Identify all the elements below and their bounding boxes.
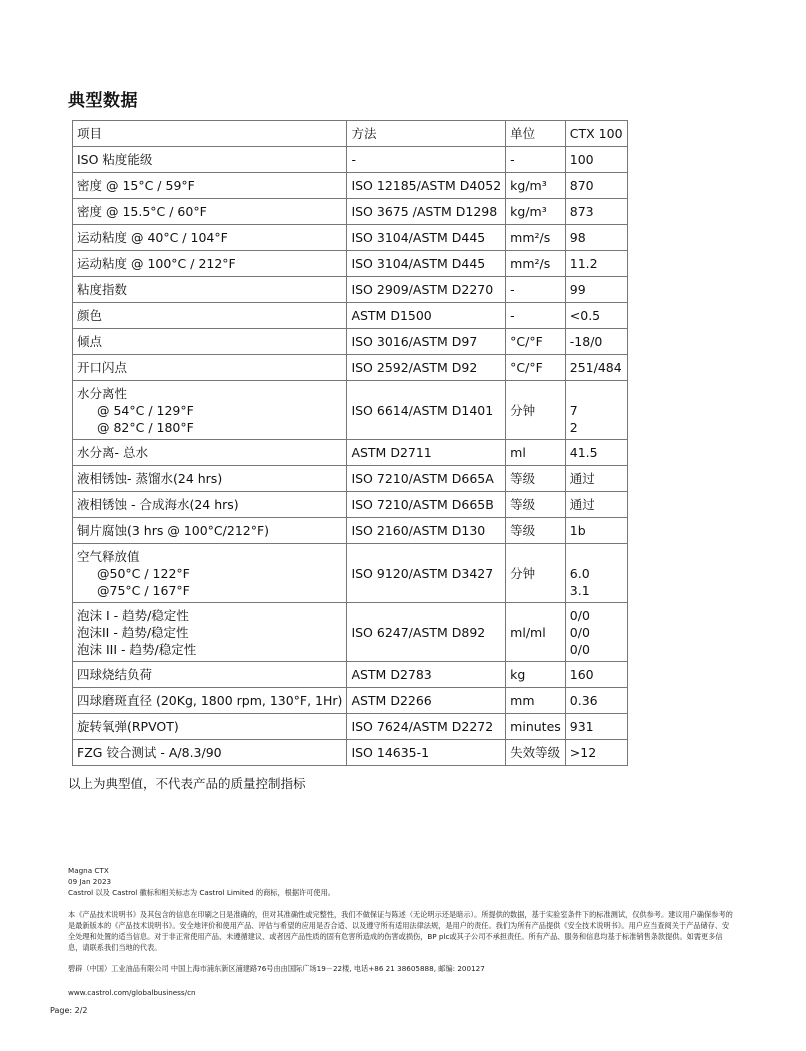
cell-method: ISO 7624/ASTM D2272 [347, 714, 506, 740]
header-value: CTX 100 [565, 121, 627, 147]
cell-value [565, 603, 627, 662]
footer-trademark: Castrol 以及 Castrol 徽标和相关标志为 Castrol Limited 的商标，根据许可使用。 [68, 888, 335, 897]
footer-product-name: Magna CTX [68, 866, 109, 875]
cell-item-line: 泡沫II - 趋势/稳定性 [77, 624, 189, 640]
table-row [73, 277, 628, 303]
cell-item-line: 开口闪点 [77, 360, 128, 375]
cell-method: ISO 2592/ASTM D92 [347, 355, 506, 381]
cell-item [73, 173, 347, 199]
cell-item [73, 199, 347, 225]
footer-date: 09 Jan 2023 [68, 877, 112, 886]
cell-item [73, 688, 347, 714]
cell-item [73, 147, 347, 173]
cell-value [565, 381, 627, 440]
cell-method: ISO 3104/ASTM D445 [347, 251, 506, 277]
table-header-row [73, 121, 628, 147]
cell-method: ASTM D2783 [347, 662, 506, 688]
cell-item-line: 水分离- 总水 [77, 445, 148, 460]
cell-value-line: 873 [569, 204, 594, 219]
cell-item [73, 492, 347, 518]
cell-value-line: 98 [569, 230, 586, 245]
table-row [73, 225, 628, 251]
cell-item-line: 泡沫 I - 趋势/稳定性 [77, 607, 189, 623]
cell-item [73, 544, 347, 603]
cell-method: ISO 6614/ASTM D1401 [347, 381, 506, 440]
cell-value [565, 662, 627, 688]
typical-data-table [72, 120, 628, 766]
cell-item-line: 颜色 [77, 308, 103, 323]
cell-method: ISO 2160/ASTM D130 [347, 518, 506, 544]
cell-value [565, 199, 627, 225]
cell-value [565, 225, 627, 251]
cell-value-line: 931 [569, 719, 594, 734]
cell-item-line: 泡沫 III - 趋势/稳定性 [77, 641, 197, 657]
cell-value-line: 41.5 [569, 445, 598, 460]
cell-item-line: @50°C / 122°F [97, 565, 190, 581]
footer-disclaimer: 本《产品技术说明书》及其包含的信息在印刷之日是准确的，但对其准确性或完整性，我们不做保证与陈述（无论明示还是暗示）。所提供的数据，基于实验室条件下的标准测试，仅供参考。建议用户确保参考的是最新版本的《产品技术说明书》。安全地评价和使用产品、评估与希望的应用是否合适、以及遵守所有适用法律法规，是用户的责任。我们为所有产品提供《安全技术说明书》。用户应当查阅关于产品储存、安全处理和处置的适当信息。对于非正常使用产品、未遵循建议、或者因产品性质的固有危害所造成的伤害或损伤，BP plc或其子公司不承担责任。所有产品、服务和信息均基于标准销售条款提供。如需更多信息，请联系我们当地的代表。 [68, 910, 733, 952]
cell-item [73, 225, 347, 251]
table-row [73, 740, 628, 766]
cell-value [565, 173, 627, 199]
cell-item [73, 714, 347, 740]
cell-item-line: 液相锈蚀 - 合成海水(24 hrs) [77, 497, 239, 512]
cell-unit: minutes [506, 714, 566, 740]
cell-value [565, 518, 627, 544]
cell-value-line: -18/0 [569, 334, 603, 349]
cell-method: ASTM D2711 [347, 440, 506, 466]
cell-value-line: 99 [569, 282, 586, 297]
cell-item-line: 密度 @ 15.5°C / 60°F [77, 204, 207, 219]
cell-value-line: 0.36 [569, 693, 598, 708]
table-row [73, 303, 628, 329]
cell-item [73, 440, 347, 466]
cell-item-line: 四球磨斑直径 (20Kg, 1800 rpm, 130°F, 1Hr) [77, 693, 343, 708]
table-row [73, 544, 628, 603]
cell-unit: mm [506, 688, 566, 714]
page-number: Page: 2/2 [50, 1006, 88, 1015]
cell-unit: ml [506, 440, 566, 466]
footer-company-address: 碧辟（中国）工业油品有限公司 中国上海市浦东新区浦建路76号由由国际广场19－22楼, 电话+86 21 38605888, 邮编: 200127 [68, 964, 485, 973]
cell-method: ISO 12185/ASTM D4052 [347, 173, 506, 199]
cell-item [73, 303, 347, 329]
cell-method: - [347, 147, 506, 173]
cell-item-line: @ 54°C / 129°F [97, 402, 194, 418]
cell-method: ISO 7210/ASTM D665A [347, 466, 506, 492]
cell-value [565, 251, 627, 277]
cell-unit: mm²/s [506, 251, 566, 277]
cell-item [73, 603, 347, 662]
cell-item-line: 水分离性 [77, 385, 128, 401]
cell-method: ISO 3016/ASTM D97 [347, 329, 506, 355]
cell-unit: ml/ml [506, 603, 566, 662]
table-row [73, 466, 628, 492]
cell-value [565, 714, 627, 740]
table-row [73, 518, 628, 544]
cell-item-line: @ 82°C / 180°F [97, 419, 194, 435]
cell-value [565, 329, 627, 355]
cell-item-line: 运动粘度 @ 100°C / 212°F [77, 256, 236, 271]
table-row [73, 251, 628, 277]
cell-method: ISO 2909/ASTM D2270 [347, 277, 506, 303]
cell-item-line: ISO 粘度能级 [77, 152, 153, 167]
cell-value-line [570, 385, 623, 402]
table-row [73, 147, 628, 173]
cell-value-line: 870 [569, 178, 594, 193]
cell-method: ISO 6247/ASTM D892 [347, 603, 506, 662]
cell-item [73, 740, 347, 766]
cell-value [565, 277, 627, 303]
table-row [73, 492, 628, 518]
footer-website-link[interactable]: www.castrol.com/globalbusiness/cn [68, 988, 196, 997]
cell-value-line: 251/484 [569, 360, 622, 375]
table-row [73, 173, 628, 199]
cell-value-line: 通过 [569, 497, 595, 512]
cell-value [565, 147, 627, 173]
cell-unit: 等级 [506, 492, 566, 518]
cell-method: ISO 9120/ASTM D3427 [347, 544, 506, 603]
cell-value-line: 2 [569, 419, 578, 435]
cell-unit: 等级 [506, 518, 566, 544]
table-row [73, 381, 628, 440]
cell-method: ISO 14635-1 [347, 740, 506, 766]
cell-item-line: 倾点 [77, 334, 103, 349]
cell-unit: 分钟 [506, 381, 566, 440]
cell-unit: kg [506, 662, 566, 688]
cell-value-line: 100 [569, 152, 594, 167]
table-row [73, 603, 628, 662]
cell-value-line: >12 [569, 745, 597, 760]
cell-method: ASTM D2266 [347, 688, 506, 714]
cell-item-line: @75°C / 167°F [97, 582, 190, 598]
cell-value-line: 0/0 [569, 624, 590, 640]
cell-unit: °C/°F [506, 329, 566, 355]
header-method: 方法 [347, 121, 506, 147]
cell-unit: - [506, 277, 566, 303]
section-heading: 典型数据 [68, 91, 138, 111]
cell-value-line: 3.1 [569, 582, 590, 598]
cell-value-line: 7 [569, 402, 578, 418]
cell-value-line: <0.5 [569, 308, 601, 323]
cell-unit: 等级 [506, 466, 566, 492]
cell-unit: kg/m³ [506, 199, 566, 225]
cell-item-line: 空气释放值 [77, 548, 140, 564]
cell-item-line: FZG 铰合测试 - A/8.3/90 [77, 745, 222, 760]
cell-method: ASTM D1500 [347, 303, 506, 329]
table-row [73, 440, 628, 466]
cell-item-line: 铜片腐蚀(3 hrs @ 100°C/212°F) [77, 523, 270, 538]
cell-item [73, 251, 347, 277]
cell-value [565, 544, 627, 603]
cell-unit: kg/m³ [506, 173, 566, 199]
cell-method: ISO 3104/ASTM D445 [347, 225, 506, 251]
cell-method: ISO 3675 /ASTM D1298 [347, 199, 506, 225]
cell-item-line: 液相锈蚀- 蒸馏水(24 hrs) [77, 471, 223, 486]
cell-value-line: 通过 [569, 471, 595, 486]
cell-item [73, 381, 347, 440]
cell-unit: 分钟 [506, 544, 566, 603]
table-row [73, 714, 628, 740]
cell-item [73, 277, 347, 303]
cell-item-line: 运动粘度 @ 40°C / 104°F [77, 230, 228, 245]
cell-method: ISO 7210/ASTM D665B [347, 492, 506, 518]
table-row [73, 199, 628, 225]
cell-value [565, 355, 627, 381]
cell-value [565, 440, 627, 466]
cell-value [565, 740, 627, 766]
cell-item [73, 518, 347, 544]
table-row [73, 355, 628, 381]
cell-value-line [570, 548, 623, 565]
cell-item [73, 355, 347, 381]
cell-unit: mm²/s [506, 225, 566, 251]
cell-unit: °C/°F [506, 355, 566, 381]
header-item: 项目 [73, 121, 347, 147]
cell-value-line: 0/0 [569, 641, 590, 657]
cell-unit: - [506, 303, 566, 329]
table-row [73, 329, 628, 355]
table-body [73, 121, 628, 766]
table-row [73, 688, 628, 714]
cell-item-line: 密度 @ 15°C / 59°F [77, 178, 195, 193]
cell-value [565, 688, 627, 714]
cell-item-line: 粘度指数 [77, 282, 128, 297]
cell-item-line: 四球烧结负荷 [77, 667, 153, 682]
cell-value [565, 492, 627, 518]
typical-values-note: 以上为典型值，不代表产品的质量控制指标 [68, 776, 306, 791]
cell-unit: - [506, 147, 566, 173]
cell-value [565, 466, 627, 492]
cell-value [565, 303, 627, 329]
cell-unit: 失效等级 [506, 740, 566, 766]
cell-value-line: 160 [569, 667, 594, 682]
header-unit: 单位 [506, 121, 566, 147]
cell-item [73, 662, 347, 688]
cell-value-line: 0/0 [569, 607, 590, 623]
cell-item [73, 329, 347, 355]
cell-value-line: 6.0 [569, 565, 590, 581]
cell-value-line: 1b [569, 523, 586, 538]
table-row [73, 662, 628, 688]
cell-item-line: 旋转氧弹(RPVOT) [77, 719, 179, 734]
cell-value-line: 11.2 [569, 256, 598, 271]
cell-item [73, 466, 347, 492]
